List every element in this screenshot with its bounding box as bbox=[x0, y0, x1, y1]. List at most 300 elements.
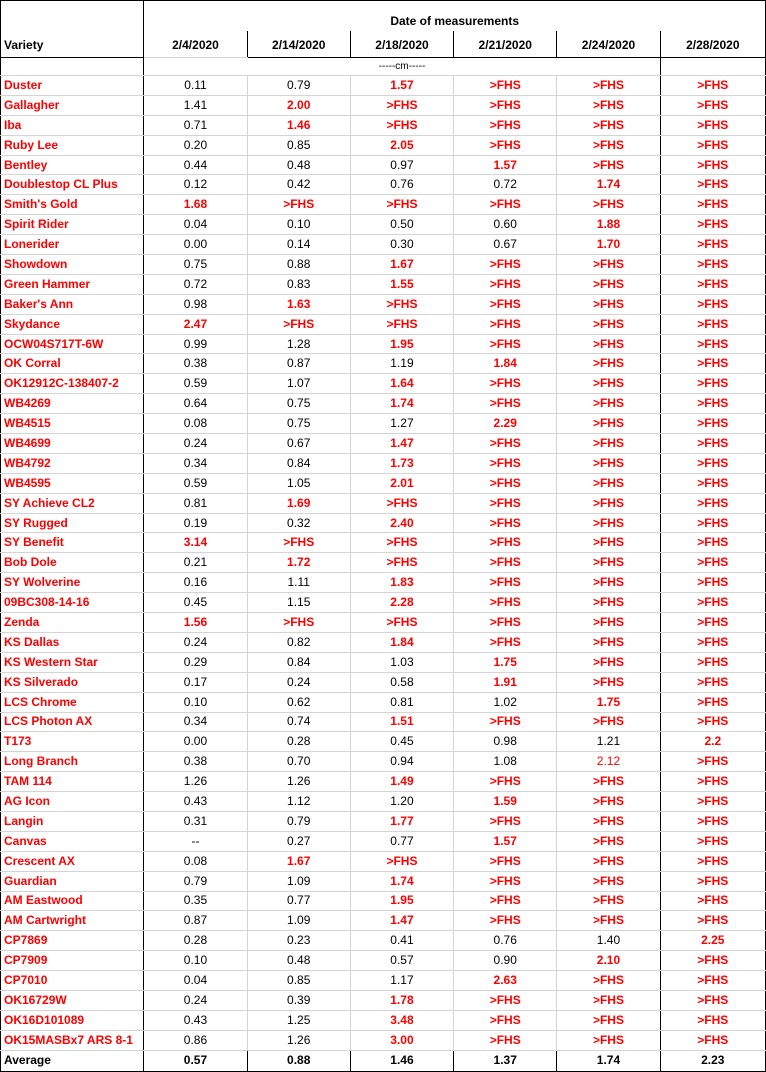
measurement-cell: 0.75 bbox=[247, 394, 350, 414]
measurement-cell: 0.64 bbox=[144, 394, 247, 414]
measurement-cell: >FHS bbox=[660, 553, 765, 573]
measurement-cell: 1.73 bbox=[350, 453, 453, 473]
measurement-cell: >FHS bbox=[557, 135, 660, 155]
variety-name: Iba bbox=[1, 115, 144, 135]
table-row bbox=[1, 911, 766, 931]
measurement-cell: >FHS bbox=[557, 513, 660, 533]
measurement-cell: >FHS bbox=[247, 533, 350, 553]
measurement-cell: 0.34 bbox=[144, 453, 247, 473]
variety-name: Bentley bbox=[1, 155, 144, 175]
variety-name: OK Corral bbox=[1, 354, 144, 374]
measurement-cell: 1.02 bbox=[454, 692, 557, 712]
measurement-cell: 0.38 bbox=[144, 354, 247, 374]
measurement-cell: >FHS bbox=[557, 195, 660, 215]
measurement-cell: 1.17 bbox=[350, 971, 453, 991]
table-row bbox=[1, 354, 766, 374]
measurement-cell: 1.27 bbox=[350, 414, 453, 434]
table-row bbox=[1, 831, 766, 851]
table-row bbox=[1, 294, 766, 314]
variety-name: SY Wolverine bbox=[1, 573, 144, 593]
measurement-cell: >FHS bbox=[557, 374, 660, 394]
measurement-cell: >FHS bbox=[454, 115, 557, 135]
measurement-cell: >FHS bbox=[557, 453, 660, 473]
table-row bbox=[1, 851, 766, 871]
table-row bbox=[1, 414, 766, 434]
measurement-cell: 0.59 bbox=[144, 374, 247, 394]
measurement-cell: >FHS bbox=[557, 573, 660, 593]
measurement-cell: 1.49 bbox=[350, 772, 453, 792]
measurement-cell: >FHS bbox=[660, 990, 765, 1010]
average-value: 0.88 bbox=[247, 1050, 350, 1071]
measurement-cell: 0.45 bbox=[350, 732, 453, 752]
measurement-cell: 0.39 bbox=[247, 990, 350, 1010]
unit-empty-cell bbox=[454, 58, 557, 76]
table-row bbox=[1, 652, 766, 672]
measurement-cell: 1.84 bbox=[454, 354, 557, 374]
variety-name: SY Achieve CL2 bbox=[1, 493, 144, 513]
table-row bbox=[1, 255, 766, 275]
unit-empty-cell bbox=[144, 58, 247, 76]
variety-name: OK16729W bbox=[1, 990, 144, 1010]
variety-name: WB4515 bbox=[1, 414, 144, 434]
measurement-cell: 0.50 bbox=[350, 215, 453, 235]
measurement-cell: >FHS bbox=[557, 294, 660, 314]
measurement-cell: 2.40 bbox=[350, 513, 453, 533]
measurement-cell: >FHS bbox=[660, 672, 765, 692]
measurement-cell: >FHS bbox=[557, 831, 660, 851]
measurement-cell: >FHS bbox=[454, 593, 557, 613]
measurement-cell: 1.95 bbox=[350, 334, 453, 354]
table-row bbox=[1, 135, 766, 155]
measurement-cell: >FHS bbox=[454, 334, 557, 354]
measurement-cell: 1.21 bbox=[557, 732, 660, 752]
table-row bbox=[1, 473, 766, 493]
measurement-cell: >FHS bbox=[350, 294, 453, 314]
measurement-cell: 2.28 bbox=[350, 593, 453, 613]
table-row bbox=[1, 632, 766, 652]
variety-name: WB4595 bbox=[1, 473, 144, 493]
measurement-cell: >FHS bbox=[660, 971, 765, 991]
measurement-cell: >FHS bbox=[660, 155, 765, 175]
measurement-cell: 0.16 bbox=[144, 573, 247, 593]
measurement-cell: >FHS bbox=[454, 911, 557, 931]
measurement-cell: 1.12 bbox=[247, 792, 350, 812]
variety-name: AM Cartwright bbox=[1, 911, 144, 931]
measurement-cell: 0.24 bbox=[144, 990, 247, 1010]
measurement-cell: 1.67 bbox=[350, 255, 453, 275]
variety-name: Spirit Rider bbox=[1, 215, 144, 235]
average-value: 1.74 bbox=[557, 1050, 660, 1071]
measurement-cell: >FHS bbox=[454, 772, 557, 792]
measurement-cell: 2.10 bbox=[557, 951, 660, 971]
table-row bbox=[1, 513, 766, 533]
measurement-cell: >FHS bbox=[454, 891, 557, 911]
variety-name: CP7909 bbox=[1, 951, 144, 971]
measurement-cell: 0.87 bbox=[144, 911, 247, 931]
table-row bbox=[1, 553, 766, 573]
measurement-cell: >FHS bbox=[660, 652, 765, 672]
measurement-cell: >FHS bbox=[247, 314, 350, 334]
variety-name: WB4699 bbox=[1, 434, 144, 454]
measurement-cell: >FHS bbox=[454, 394, 557, 414]
measurement-cell: 1.59 bbox=[454, 792, 557, 812]
measurement-cell: 1.63 bbox=[247, 294, 350, 314]
measurement-cell: 0.60 bbox=[454, 215, 557, 235]
date-header: 2/21/2020 bbox=[454, 31, 557, 58]
measurement-cell: >FHS bbox=[454, 553, 557, 573]
variety-name: OK16D101089 bbox=[1, 1010, 144, 1030]
table-row bbox=[1, 573, 766, 593]
measurement-cell: >FHS bbox=[454, 76, 557, 96]
variety-name: LCS Photon AX bbox=[1, 712, 144, 732]
measurement-cell: >FHS bbox=[557, 95, 660, 115]
measurement-cell: >FHS bbox=[557, 672, 660, 692]
measurement-cell: >FHS bbox=[660, 712, 765, 732]
measurement-cell: 1.84 bbox=[350, 632, 453, 652]
variety-name: OCW04S717T-6W bbox=[1, 334, 144, 354]
measurement-cell: >FHS bbox=[454, 990, 557, 1010]
table-row bbox=[1, 891, 766, 911]
measurement-cell: 0.76 bbox=[350, 175, 453, 195]
measurement-cell: 2.2 bbox=[660, 732, 765, 752]
table-row bbox=[1, 394, 766, 414]
measurement-cell: >FHS bbox=[660, 434, 765, 454]
table-row bbox=[1, 871, 766, 891]
table-row bbox=[1, 274, 766, 294]
date-header: 2/24/2020 bbox=[557, 31, 660, 58]
measurement-cell: >FHS bbox=[557, 473, 660, 493]
measurement-cell: 0.00 bbox=[144, 235, 247, 255]
measurement-cell: >FHS bbox=[454, 473, 557, 493]
table-row bbox=[1, 434, 766, 454]
measurement-cell: 0.23 bbox=[247, 931, 350, 951]
measurement-cell: >FHS bbox=[660, 354, 765, 374]
measurement-cell: >FHS bbox=[557, 712, 660, 732]
unit-row bbox=[1, 58, 766, 76]
measurement-cell: >FHS bbox=[247, 613, 350, 633]
measurement-cell: >FHS bbox=[557, 613, 660, 633]
table-row bbox=[1, 235, 766, 255]
date-header: 2/18/2020 bbox=[350, 31, 453, 58]
measurement-cell: 1.83 bbox=[350, 573, 453, 593]
measurement-cell: 1.74 bbox=[350, 394, 453, 414]
measurement-cell: 0.79 bbox=[144, 871, 247, 891]
measurement-cell: >FHS bbox=[557, 772, 660, 792]
measurement-cell: >FHS bbox=[557, 553, 660, 573]
measurement-cell: 3.48 bbox=[350, 1010, 453, 1030]
measurement-cell: 0.84 bbox=[247, 453, 350, 473]
measurement-cell: >FHS bbox=[454, 811, 557, 831]
measurement-cell: 1.15 bbox=[247, 593, 350, 613]
average-value: 1.46 bbox=[350, 1050, 453, 1071]
measurement-cell: 1.09 bbox=[247, 871, 350, 891]
measurement-cell: >FHS bbox=[660, 135, 765, 155]
table-row bbox=[1, 215, 766, 235]
variety-name: Showdown bbox=[1, 255, 144, 275]
measurement-cell: >FHS bbox=[454, 434, 557, 454]
measurement-cell: >FHS bbox=[660, 453, 765, 473]
measurement-cell: >FHS bbox=[660, 871, 765, 891]
measurement-cell: 0.94 bbox=[350, 752, 453, 772]
table-row bbox=[1, 175, 766, 195]
measurement-cell: >FHS bbox=[660, 752, 765, 772]
table-row bbox=[1, 672, 766, 692]
measurement-cell: >FHS bbox=[660, 513, 765, 533]
variety-name: CP7010 bbox=[1, 971, 144, 991]
measurement-cell: 0.20 bbox=[144, 135, 247, 155]
measurement-cell: 0.85 bbox=[247, 135, 350, 155]
measurement-cell: 0.24 bbox=[144, 632, 247, 652]
measurement-cell: >FHS bbox=[660, 632, 765, 652]
measurement-cell: >FHS bbox=[454, 95, 557, 115]
variety-name: Zenda bbox=[1, 613, 144, 633]
table-row bbox=[1, 334, 766, 354]
measurement-cell: 0.31 bbox=[144, 811, 247, 831]
measurement-cell: 1.56 bbox=[144, 613, 247, 633]
variety-name: SY Rugged bbox=[1, 513, 144, 533]
measurement-cell: 1.26 bbox=[144, 772, 247, 792]
variety-name: T173 bbox=[1, 732, 144, 752]
measurement-cell: 1.47 bbox=[350, 911, 453, 931]
measurement-cell: >FHS bbox=[557, 255, 660, 275]
measurement-cell: 1.40 bbox=[557, 931, 660, 951]
measurement-cell: 0.19 bbox=[144, 513, 247, 533]
measurement-cell: 1.77 bbox=[350, 811, 453, 831]
measurement-cell: 0.74 bbox=[247, 712, 350, 732]
measurement-cell: >FHS bbox=[454, 314, 557, 334]
variety-name: Smith's Gold bbox=[1, 195, 144, 215]
measurement-cell: >FHS bbox=[660, 394, 765, 414]
measurement-cell: 0.57 bbox=[350, 951, 453, 971]
measurement-cell: 0.79 bbox=[247, 811, 350, 831]
table-row bbox=[1, 453, 766, 473]
measurement-cell: >FHS bbox=[557, 1010, 660, 1030]
measurement-cell: 0.58 bbox=[350, 672, 453, 692]
measurement-cell: >FHS bbox=[454, 453, 557, 473]
measurement-cell: >FHS bbox=[660, 473, 765, 493]
measurement-cell: 3.14 bbox=[144, 533, 247, 553]
variety-name: CP7869 bbox=[1, 931, 144, 951]
measurement-cell: 0.14 bbox=[247, 235, 350, 255]
measurement-cell: >FHS bbox=[350, 613, 453, 633]
measurement-cell: 1.11 bbox=[247, 573, 350, 593]
measurement-cell: 0.38 bbox=[144, 752, 247, 772]
variety-name: AM Eastwood bbox=[1, 891, 144, 911]
measurement-cell: 0.87 bbox=[247, 354, 350, 374]
measurement-cell: 0.81 bbox=[350, 692, 453, 712]
measurement-cell: 0.72 bbox=[144, 274, 247, 294]
measurement-cell: >FHS bbox=[557, 414, 660, 434]
measurement-cell: 0.85 bbox=[247, 971, 350, 991]
measurement-cell: 0.59 bbox=[144, 473, 247, 493]
measurement-cell: >FHS bbox=[557, 314, 660, 334]
measurement-cell: 0.21 bbox=[144, 553, 247, 573]
date-header: 2/4/2020 bbox=[144, 31, 247, 58]
measurement-cell: >FHS bbox=[660, 951, 765, 971]
measurement-cell: 2.00 bbox=[247, 95, 350, 115]
measurement-cell: >FHS bbox=[454, 533, 557, 553]
measurement-cell: >FHS bbox=[454, 493, 557, 513]
measurement-cell: >FHS bbox=[454, 135, 557, 155]
measurement-cell: >FHS bbox=[660, 215, 765, 235]
table-row bbox=[1, 314, 766, 334]
date-group-title: Date of measurements bbox=[144, 1, 766, 31]
measurement-cell: 1.91 bbox=[454, 672, 557, 692]
measurement-cell: >FHS bbox=[350, 851, 453, 871]
date-header: 2/28/2020 bbox=[660, 31, 765, 58]
measurement-cell: 0.88 bbox=[247, 255, 350, 275]
measurement-cell: 2.12 bbox=[557, 752, 660, 772]
table-row bbox=[1, 155, 766, 175]
measurement-cell: 0.72 bbox=[454, 175, 557, 195]
measurement-cell: >FHS bbox=[660, 294, 765, 314]
measurement-cell: >FHS bbox=[660, 692, 765, 712]
measurement-cell: >FHS bbox=[660, 314, 765, 334]
measurement-cell: 1.46 bbox=[247, 115, 350, 135]
variety-name: LCS Chrome bbox=[1, 692, 144, 712]
measurement-cell: 0.48 bbox=[247, 951, 350, 971]
measurement-cell: >FHS bbox=[557, 334, 660, 354]
table-row bbox=[1, 931, 766, 951]
date-header: 2/14/2020 bbox=[247, 31, 350, 58]
measurement-cell: 0.08 bbox=[144, 851, 247, 871]
measurement-cell: >FHS bbox=[454, 1010, 557, 1030]
unit-empty-cell bbox=[247, 58, 350, 76]
variety-name: 09BC308-14-16 bbox=[1, 593, 144, 613]
measurement-cell: >FHS bbox=[660, 493, 765, 513]
measurement-cell: >FHS bbox=[350, 95, 453, 115]
average-value: 0.57 bbox=[144, 1050, 247, 1071]
header-corner-cell bbox=[1, 1, 144, 31]
measurement-cell: >FHS bbox=[660, 235, 765, 255]
measurement-cell: 0.76 bbox=[454, 931, 557, 951]
measurement-cell: 0.44 bbox=[144, 155, 247, 175]
variety-name: Ruby Lee bbox=[1, 135, 144, 155]
table-body bbox=[1, 76, 766, 1051]
measurement-cell: 0.99 bbox=[144, 334, 247, 354]
variety-name: WB4792 bbox=[1, 453, 144, 473]
measurement-cell: >FHS bbox=[660, 851, 765, 871]
measurement-cell: 0.04 bbox=[144, 971, 247, 991]
measurement-cell: >FHS bbox=[660, 195, 765, 215]
measurement-cell: 2.47 bbox=[144, 314, 247, 334]
measurement-cell: >FHS bbox=[660, 891, 765, 911]
measurement-cell: >FHS bbox=[454, 851, 557, 871]
measurement-cell: 1.75 bbox=[557, 692, 660, 712]
measurement-cell: >FHS bbox=[454, 195, 557, 215]
measurement-cell: >FHS bbox=[660, 255, 765, 275]
table-row bbox=[1, 195, 766, 215]
unit-empty-cell bbox=[660, 58, 765, 76]
measurement-cell: >FHS bbox=[557, 632, 660, 652]
measurement-cell: 0.43 bbox=[144, 1010, 247, 1030]
variety-name: OK15MASBx7 ARS 8-1 bbox=[1, 1030, 144, 1050]
measurement-cell: 0.10 bbox=[144, 951, 247, 971]
measurement-cell: >FHS bbox=[557, 792, 660, 812]
measurement-cell: 1.19 bbox=[350, 354, 453, 374]
table-row bbox=[1, 493, 766, 513]
measurement-cell: >FHS bbox=[350, 314, 453, 334]
measurement-cell: >FHS bbox=[557, 891, 660, 911]
measurement-cell: >FHS bbox=[557, 76, 660, 96]
measurement-cell: >FHS bbox=[557, 811, 660, 831]
measurement-cell: >FHS bbox=[557, 115, 660, 135]
measurement-cell: 0.67 bbox=[454, 235, 557, 255]
measurement-cell: 0.67 bbox=[247, 434, 350, 454]
measurement-cell: >FHS bbox=[350, 195, 453, 215]
variety-name: AG Icon bbox=[1, 792, 144, 812]
variety-column-header: Variety bbox=[1, 31, 144, 58]
measurement-cell: >FHS bbox=[454, 613, 557, 633]
measurement-cell: 0.81 bbox=[144, 493, 247, 513]
measurement-cell: 1.26 bbox=[247, 772, 350, 792]
table-row bbox=[1, 95, 766, 115]
unit-empty-cell bbox=[1, 58, 144, 76]
measurement-cell: >FHS bbox=[660, 573, 765, 593]
measurement-cell: 1.75 bbox=[454, 652, 557, 672]
measurement-cell: >FHS bbox=[557, 155, 660, 175]
table-row bbox=[1, 951, 766, 971]
measurement-cell: 0.84 bbox=[247, 652, 350, 672]
variety-name: Baker's Ann bbox=[1, 294, 144, 314]
measurement-cell: 0.11 bbox=[144, 76, 247, 96]
measurement-cell: 0.28 bbox=[144, 931, 247, 951]
measurement-cell: 0.24 bbox=[247, 672, 350, 692]
measurement-cell: 0.10 bbox=[144, 692, 247, 712]
measurement-cell: 0.71 bbox=[144, 115, 247, 135]
measurement-cell: >FHS bbox=[660, 76, 765, 96]
measurement-cell: >FHS bbox=[454, 255, 557, 275]
measurement-cell: >FHS bbox=[557, 971, 660, 991]
measurement-cell: >FHS bbox=[660, 334, 765, 354]
measurement-cell: 0.42 bbox=[247, 175, 350, 195]
measurement-cell: 2.29 bbox=[454, 414, 557, 434]
measurement-cell: 0.98 bbox=[454, 732, 557, 752]
measurement-cell: >FHS bbox=[350, 553, 453, 573]
measurement-cell: 0.00 bbox=[144, 732, 247, 752]
measurement-cell: 1.69 bbox=[247, 493, 350, 513]
measurement-cell: 1.88 bbox=[557, 215, 660, 235]
measurement-cell: >FHS bbox=[454, 632, 557, 652]
measurement-cell: >FHS bbox=[350, 533, 453, 553]
measurement-cell: 0.98 bbox=[144, 294, 247, 314]
measurement-cell: >FHS bbox=[454, 1030, 557, 1050]
measurement-cell: >FHS bbox=[557, 911, 660, 931]
measurement-cell: >FHS bbox=[660, 115, 765, 135]
measurement-cell: 1.67 bbox=[247, 851, 350, 871]
measurement-cell: 1.09 bbox=[247, 911, 350, 931]
measurement-cell: 0.08 bbox=[144, 414, 247, 434]
measurement-cell: 1.55 bbox=[350, 274, 453, 294]
measurement-cell: 0.62 bbox=[247, 692, 350, 712]
measurement-cell: 1.08 bbox=[454, 752, 557, 772]
measurement-cell: 1.64 bbox=[350, 374, 453, 394]
measurement-cell: >FHS bbox=[454, 513, 557, 533]
measurement-cell: 0.30 bbox=[350, 235, 453, 255]
measurement-cell: -- bbox=[144, 831, 247, 851]
measurement-cell: >FHS bbox=[557, 493, 660, 513]
measurement-cell: >FHS bbox=[557, 533, 660, 553]
variety-name: KS Silverado bbox=[1, 672, 144, 692]
measurement-cell: >FHS bbox=[660, 274, 765, 294]
table-row bbox=[1, 613, 766, 633]
measurement-cell: >FHS bbox=[557, 434, 660, 454]
measurement-cell: 0.86 bbox=[144, 1030, 247, 1050]
measurement-cell: 0.29 bbox=[144, 652, 247, 672]
measurement-cell: >FHS bbox=[557, 990, 660, 1010]
measurement-cell: 0.28 bbox=[247, 732, 350, 752]
measurement-cell: 1.03 bbox=[350, 652, 453, 672]
